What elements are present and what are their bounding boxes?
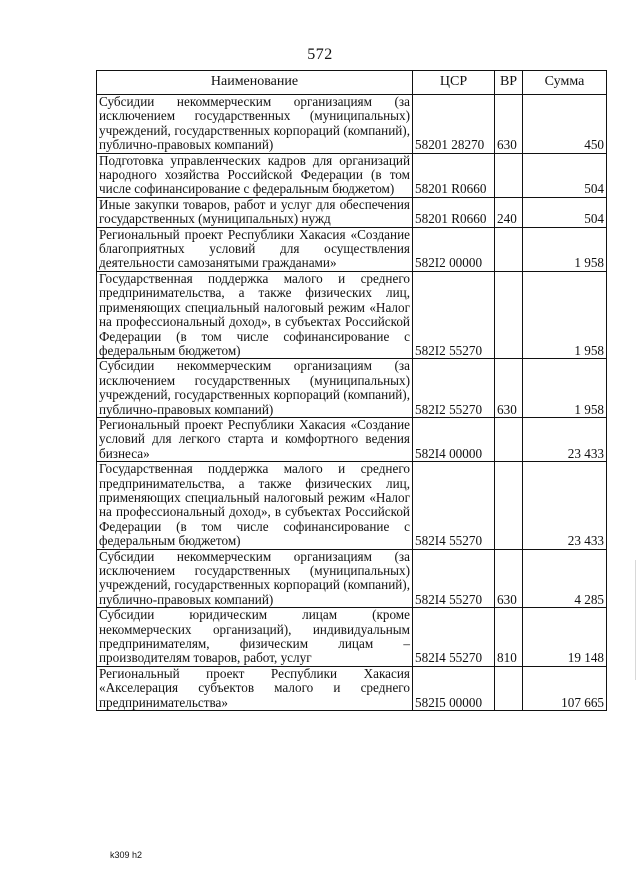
cell-csr: 582I4 55270 <box>413 462 495 549</box>
cell-name: Иные закупки товаров, работ и услуг для обеспечения государственных (муниципальных) нужд <box>97 197 413 227</box>
table-row <box>97 417 607 461</box>
cell-sum: 504 <box>523 197 607 227</box>
cell-vr: 810 <box>495 608 523 667</box>
table-row <box>97 549 607 608</box>
cell-vr: 630 <box>495 359 523 418</box>
cell-sum: 19 148 <box>523 608 607 667</box>
cell-name: Подготовка управленческих кадров для организаций народного хозяйства Российской Федерации (в том числе софинансирование с федеральным бюджетом) <box>97 153 413 197</box>
cell-vr: 630 <box>495 95 523 154</box>
cell-sum: 1 958 <box>523 271 607 358</box>
cell-vr <box>495 271 523 358</box>
cell-sum: 23 433 <box>523 417 607 461</box>
cell-sum: 23 433 <box>523 462 607 549</box>
table-row <box>97 608 607 667</box>
cell-csr: 582I2 55270 <box>413 271 495 358</box>
table-row <box>97 359 607 418</box>
cell-name: Субсидии некоммерческим организациям (за исключением государственных (муниципальных) учреждений, государственных корпораций (компаний), публично-правовых компаний) <box>97 95 413 154</box>
cell-vr <box>495 462 523 549</box>
table-row <box>97 271 607 358</box>
table-row <box>97 227 607 271</box>
cell-vr <box>495 666 523 710</box>
cell-name: Государственная поддержка малого и среднего предпринимательства, а также физических лиц, применяющих специальный налоговый режим «Налог на профессиональный доход», в субъектах Российской Федерации (в том числе софинансирование с федеральным бюджетом) <box>97 462 413 549</box>
cell-csr: 582I4 00000 <box>413 417 495 461</box>
cell-name: Региональный проект Республики Хакасия «Акселерация субъектов малого и среднего предпринимательства» <box>97 666 413 710</box>
cell-csr: 58201 28270 <box>413 95 495 154</box>
cell-sum: 1 958 <box>523 359 607 418</box>
cell-csr: 582I4 55270 <box>413 608 495 667</box>
cell-name: Региональный проект Республики Хакасия «Создание условий для легкого старта и комфортного ведения бизнеса» <box>97 417 413 461</box>
page-number: 572 <box>307 46 333 63</box>
cell-csr: 58201 R0660 <box>413 197 495 227</box>
table-row <box>97 462 607 549</box>
cell-sum: 107 665 <box>523 666 607 710</box>
cell-name: Региональный проект Республики Хакасия «Создание благоприятных условий для осуществления деятельности самозанятыми гражданами» <box>97 227 413 271</box>
table-row <box>97 153 607 197</box>
scan-edge-mark <box>635 560 636 680</box>
cell-sum: 1 958 <box>523 227 607 271</box>
table-row <box>97 95 607 154</box>
cell-vr: 240 <box>495 197 523 227</box>
header-csr: ЦСР <box>413 71 495 95</box>
header-sum: Сумма <box>523 71 607 95</box>
cell-name: Государственная поддержка малого и среднего предпринимательства, а также физических лиц, применяющих специальный налоговый режим «Налог на профессиональный доход», в субъектах Российской Федерации (в том числе софинансирование с федеральным бюджетом) <box>97 271 413 358</box>
cell-name: Субсидии некоммерческим организациям (за исключением государственных (муниципальных) учреждений, государственных корпораций (компаний), публично-правовых компаний) <box>97 359 413 418</box>
cell-csr: 58201 R0660 <box>413 153 495 197</box>
footer-code: k309 h2 <box>110 850 143 860</box>
header-row <box>97 71 607 95</box>
header-vr: ВР <box>495 71 523 95</box>
cell-csr: 582I5 00000 <box>413 666 495 710</box>
cell-csr: 582I2 55270 <box>413 359 495 418</box>
cell-vr <box>495 153 523 197</box>
table-row <box>97 197 607 227</box>
cell-vr: 630 <box>495 549 523 608</box>
cell-name: Субсидии некоммерческим организациям (за исключением государственных (муниципальных) учреждений, государственных корпораций (компаний), публично-правовых компаний) <box>97 549 413 608</box>
cell-csr: 582I4 55270 <box>413 549 495 608</box>
table-row <box>97 666 607 710</box>
cell-sum: 4 285 <box>523 549 607 608</box>
header-name: Наименование <box>97 71 413 95</box>
cell-csr: 582I2 00000 <box>413 227 495 271</box>
budget-table <box>96 70 607 711</box>
cell-vr <box>495 417 523 461</box>
cell-sum: 450 <box>523 95 607 154</box>
cell-sum: 504 <box>523 153 607 197</box>
table-body <box>97 95 607 711</box>
cell-vr <box>495 227 523 271</box>
cell-name: Субсидии юридическим лицам (кроме некоммерческих организаций), индивидуальным предпринимателям, физическим лицам – производителям товаров, работ, услуг <box>97 608 413 667</box>
